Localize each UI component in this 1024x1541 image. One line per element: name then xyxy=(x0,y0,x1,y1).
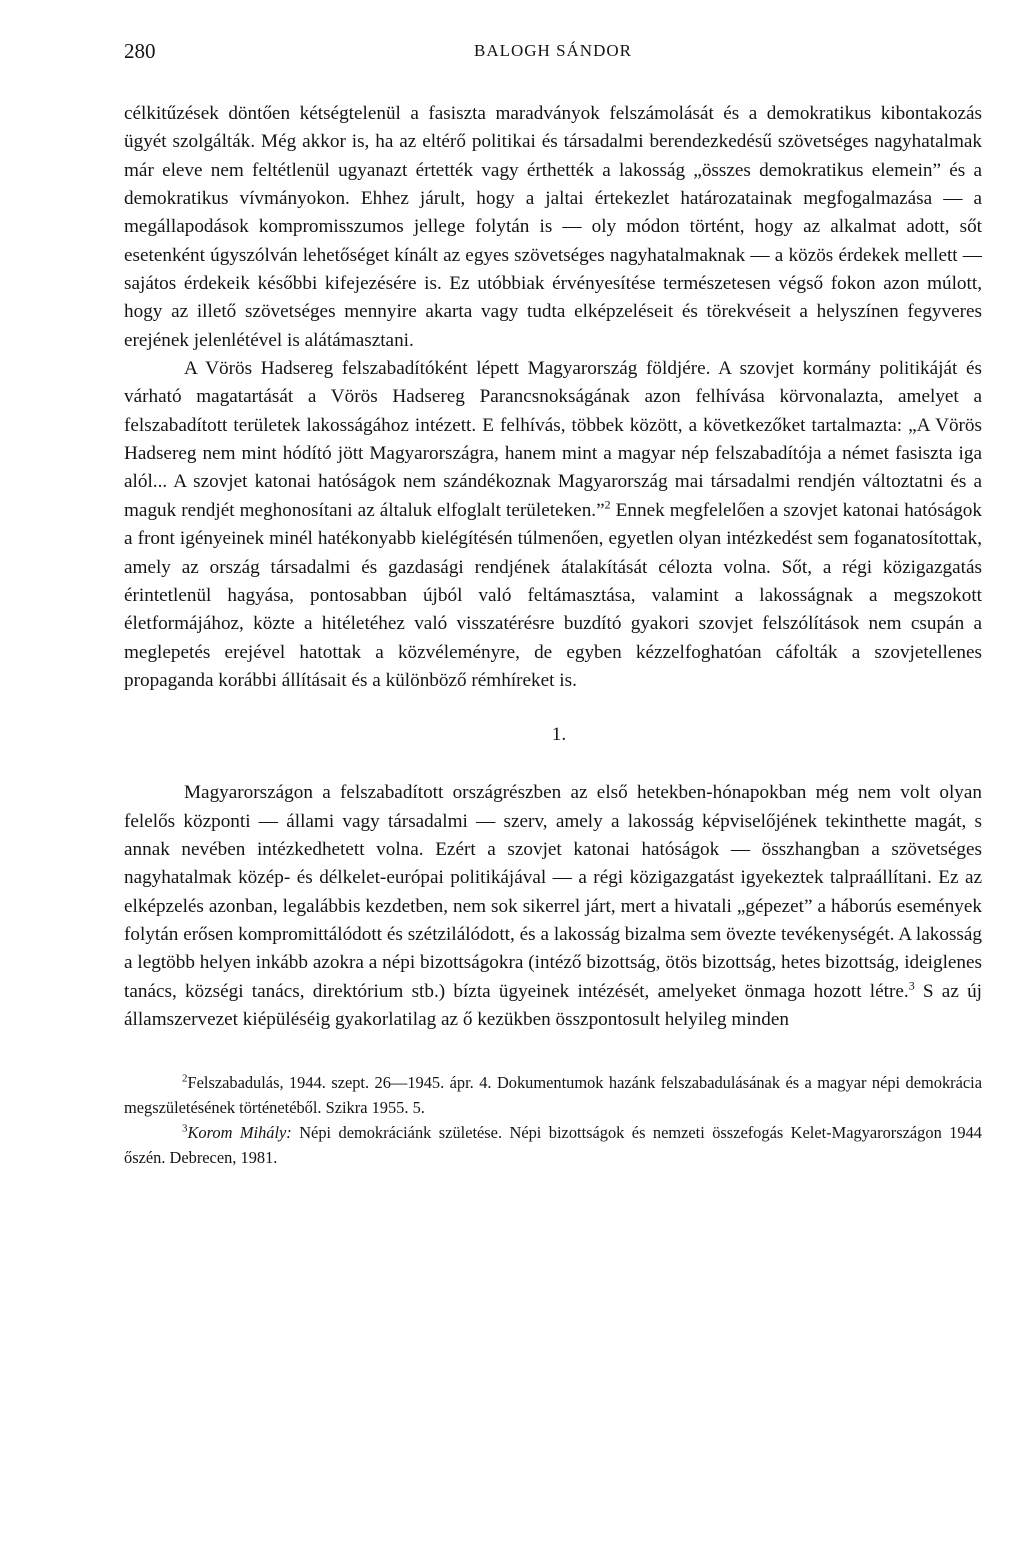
paragraph-text: célkitűzések döntően kétségtelenül a fasiszta maradványok felszámolását és a demokratikus kibontakozás ügyét szolgálták. Még akkor is, ha az eltérő politikai és társadalmi berendezkedésű szövetséges nagyhatalmak már eleve nem feltétlenül ugyanazt értették vagy érthették a lakosság „összes demokratikus elemein” és a demokratikus vívmányokon. Ehhez járult, hogy a jaltai értekezlet határozatainak megfogalmazása — a megállapodások kompromisszumos jellege folytán is — oly módon történt, hogy az alkalmat adott, sőt esetenként úgyszólván lehetőséget kínált az egyes szövetséges nagyhatalmaknak — a közös érdekek mellett — sajátos érdekeik későbbi kifejezésére is. Ez utóbbiak érvényesítése természetesen végső fokon azon múlott, hogy az illető szövetséges mennyire akarta vagy tudta elképzeléseit és törekvéseit a helyszínen fegyveres erejének jelenlétével is alátámasztani. xyxy=(124,103,982,351)
paragraph xyxy=(124,100,982,355)
paragraph xyxy=(124,355,982,695)
footnote-text: Felszabadulás, 1944. szept. 26—1945. ápr. 4. Dokumentumok hazánk felszabadulásának és a magyar népi demokrácia megszületésének történetéből. Szikra 1955. 5. xyxy=(124,1073,982,1118)
footnote-3 xyxy=(124,1120,982,1170)
footnote-author: Korom Mihály: xyxy=(187,1123,292,1143)
footnote-number: 3 xyxy=(182,1122,188,1135)
footnote-reference[interactable]: 3 xyxy=(908,978,915,993)
paragraph-text: Magyarországon a felszabadított országrészben az első hetekben-hónapokban még nem volt olyan felelős központi — állami vagy társadalmi — szerv, amely a lakosság képviselőjének tekinthette magát, s annak nevében intézkedhetett volna. Ezért a szovjet katonai hatóságok — összhangban a szövetséges nagyhatalmak közép- és délkelet-európai politikájával — a régi közigazgatást igyekeztek talpraállítani. Ez az elképzelés azonban, legalábbis kezdetben, nem sok sikerrel járt, mert a hivatali „gépezet” a háborús események folytán erősen kompromittálódott és szétzilálódott, és a lakosság bizalma sem övezte tevékenységét. A lakosság a legtöbb helyen inkább azokra a népi bizottságokra (intéző bizottság, ötös bizottság, hetes bizottság, ideiglenes tanács, községi tanács, direktórium stb.) bízta ügyeinek intézését, amelyeket önmaga hozott létre. xyxy=(124,782,982,1002)
paragraph-text: S az új államszervezet kiépüléséig gyakorlatilag az ő kezükben összpontosult helyileg minden xyxy=(124,980,982,1030)
running-header xyxy=(124,36,982,66)
footnotes xyxy=(124,1070,982,1170)
body-text xyxy=(124,100,982,1034)
paragraph-text: A Vörös Hadsereg felszabadítóként lépett Magyarország földjére. A szovjet kormány politikáját és várható magatartását a Vörös Hadsereg Parancsnokságának azon felhívása körvonalazta, amelyet a felszabadított területek lakosságához intézett. E felhívás, többek között, a következőket tartalmazta: „A Vörös Hadsereg nem mint hódító jött Magyarországra, hanem mint a magyar nép felszabadítója a német fasiszta iga alól... A szovjet katonai hatóságok nem szándékoznak Magyarország mai társadalmi rendjén változtatni és a maguk rendjét meghonosítani az általuk elfoglalt területeken.” xyxy=(124,358,982,521)
footnote-text: Népi demokráciánk születése. Népi bizottságok és nemzeti összefogás Kelet-Magyarországon 1944 őszén. Debrecen, 1981. xyxy=(124,1123,982,1168)
running-title: BALOGH SÁNDOR xyxy=(474,41,632,60)
paragraph-text: Ennek megfelelően a szovjet katonai hatóságok a front igényeinek minél hatékonyabb kielégítésén túlmenően, egyetlen olyan intézkedést sem foganatosítottak, amely az ország társadalmi és gazdasági rendjének átalakítását célozta volna. Sőt, a régi közigazgatás érintetlenül hagyása, pontosabban újból való feltámasztása, valamint a lakosságnak a megszokott életformájához, közte a hitéletéhez való visszatérésre buzdító gyakori szovjet felszólítások nem csupán a meglepetés erejével hatottak a közvéleményre, de egyben kézzelfoghatóan cáfolták a szovjetellenes propaganda korábbi állításait és a különböző rémhíreket is. xyxy=(124,499,982,691)
footnote-2 xyxy=(124,1070,982,1120)
footnote-reference[interactable]: 2 xyxy=(604,497,611,512)
page-number: 280 xyxy=(124,39,156,63)
section-heading: 1. xyxy=(551,724,567,746)
paragraph xyxy=(124,779,982,1034)
footnote-number: 2 xyxy=(182,1072,188,1085)
book-page xyxy=(124,36,982,1170)
